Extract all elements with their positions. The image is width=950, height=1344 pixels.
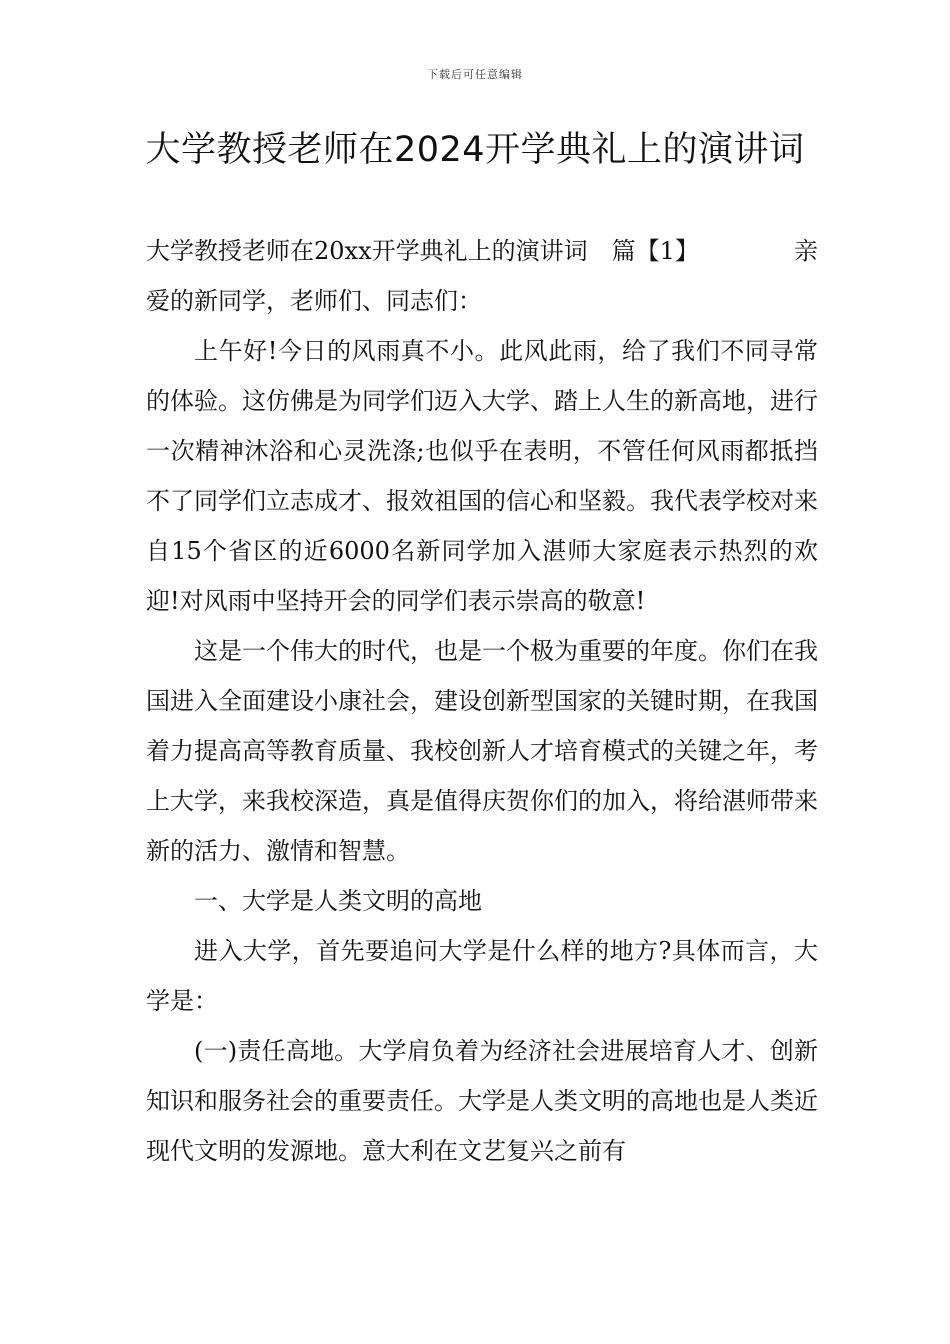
header-note: 下载后可任意编辑: [427, 68, 523, 81]
lead-title: 大学教授老师在20xx开学典礼上的演讲词 篇【1】: [146, 237, 699, 265]
lead-line: [146, 226, 818, 276]
paragraph-question: 进入大学，首先要追问大学是什么样的地方?具体而言，大学是：: [146, 937, 818, 1015]
salutation-start: 亲: [794, 237, 818, 265]
section-heading: 一、大学是人类文明的高地: [194, 887, 482, 915]
document-title: 大学教授老师在2024开学典礼上的演讲词: [145, 130, 805, 170]
paragraph-greeting: 上午好!今日的风雨真不小。此风此雨，给了我们不同寻常的体验。这仿佛是为同学们迈入大学、踏上人生的新高地，进行一次精神沐浴和心灵洗涤;也似乎在表明，不管任何风雨都抵挡不了同学们立志成才、报效祖国的信心和坚毅。我代表学校对来自15个省区的近6000名新同学加入湛师大家庭表示热烈的欢迎!对风雨中坚持开会的同学们表示崇高的敬意!: [146, 337, 818, 615]
document-body: [146, 226, 818, 1176]
paragraph-responsibility: (一)责任高地。大学肩负着为经济社会进展培育人才、创新知识和服务社会的重要责任。大学是人类文明的高地也是人类近现代文明的发源地。意大利在文艺复兴之前有: [146, 1037, 818, 1165]
paragraph-era: 这是一个伟大的时代，也是一个极为重要的年度。你们在我国进入全面建设小康社会，建设创新型国家的关键时期，在我国着力提高高等教育质量、我校创新人才培育模式的关键之年，考上大学，来我校深造，真是值得庆贺你们的加入，将给湛师带来新的活力、激情和智慧。: [146, 637, 818, 865]
salutation: 爱的新同学，老师们、同志们：: [146, 287, 482, 315]
